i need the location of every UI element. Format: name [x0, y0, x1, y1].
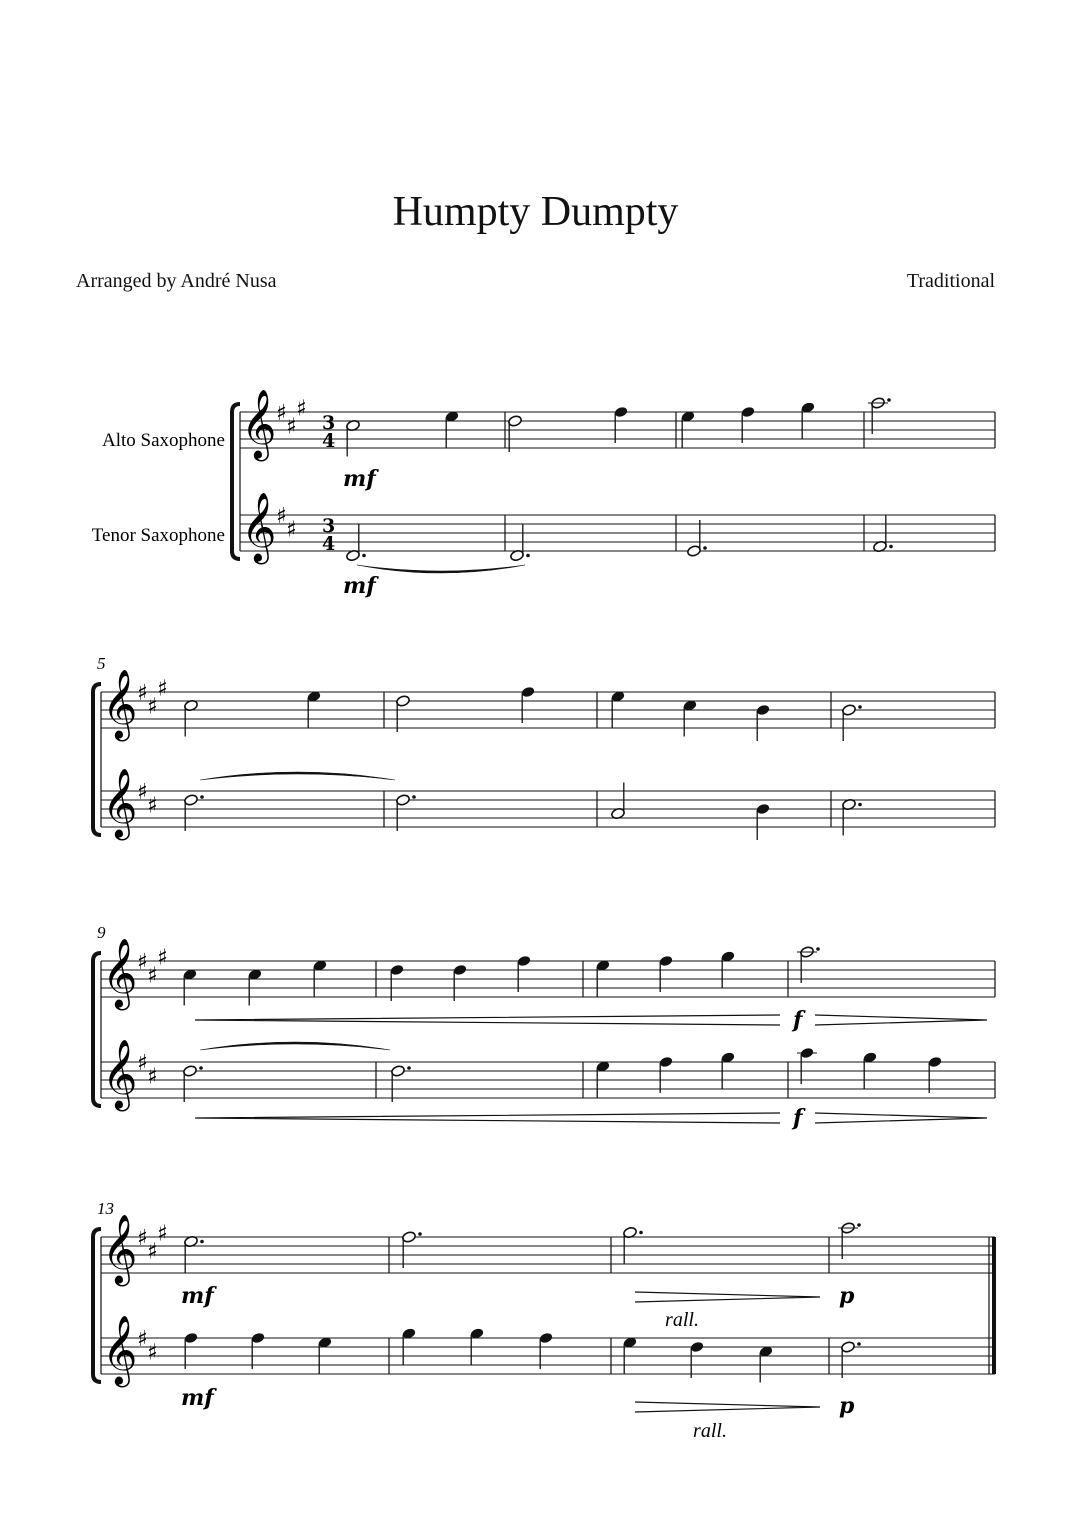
key-signature-sharp: ♯ [147, 1064, 158, 1090]
dynamic-mf: mf [181, 1283, 214, 1309]
key-signature-sharp: ♯ [276, 401, 287, 426]
note [346, 419, 361, 456]
note [517, 955, 532, 992]
note [690, 1341, 705, 1378]
tenor-notes [346, 516, 893, 562]
instrument-label-tenor: Tenor Saxophone [91, 525, 225, 546]
note [596, 959, 611, 996]
note [184, 699, 199, 736]
key-signature-sharp: ♯ [137, 950, 148, 975]
measure-number: 9 [97, 923, 106, 942]
note [801, 401, 816, 438]
note [873, 516, 893, 553]
note [508, 415, 523, 452]
dot [199, 1066, 203, 1070]
key-signature-sharp: ♯ [147, 793, 158, 819]
note [248, 968, 263, 1005]
note [868, 397, 891, 434]
note [318, 1336, 333, 1373]
expression-marks [181, 466, 987, 1442]
note [313, 959, 328, 996]
tie [200, 1042, 390, 1050]
note [841, 1341, 861, 1378]
dynamic-mf: mf [343, 466, 376, 492]
key-signature-sharp: ♯ [157, 1221, 168, 1247]
key-signature-sharp: ♯ [147, 1340, 158, 1366]
key-signature-sharp: ♯ [296, 396, 307, 422]
note [797, 1047, 817, 1084]
system-2 [93, 654, 995, 840]
system-bracket [232, 404, 240, 559]
tenor-staff [101, 1062, 995, 1098]
key-signature-sharp: ♯ [276, 504, 287, 529]
note [391, 1065, 411, 1102]
dot [858, 803, 862, 807]
note [445, 410, 460, 447]
note [470, 1327, 485, 1364]
rallentando-text: rall. [693, 1420, 727, 1442]
decrescendo-hairpin [815, 1113, 987, 1123]
note [346, 525, 366, 562]
dot [418, 1232, 422, 1236]
crescendo-hairpin [195, 1015, 780, 1025]
note [251, 1332, 266, 1369]
note [614, 406, 629, 443]
decrescendo-hairpin [635, 1292, 820, 1302]
key-signature-sharp: ♯ [157, 676, 168, 702]
note [510, 525, 530, 562]
note [681, 410, 696, 447]
dot [639, 1231, 643, 1235]
note [307, 690, 322, 727]
dot [816, 947, 820, 951]
note [396, 695, 411, 732]
note [928, 1056, 943, 1093]
note [741, 406, 756, 443]
note [623, 1226, 643, 1263]
key-signature-sharp: ♯ [286, 414, 297, 440]
dot [889, 545, 893, 549]
composer-credit: Traditional [906, 270, 995, 292]
key-signature-sharp: ♯ [157, 945, 168, 971]
note [184, 1235, 204, 1272]
score-title: Humpty Dumpty [392, 189, 679, 235]
tie [357, 565, 525, 573]
key-signature-sharp: ♯ [137, 1226, 148, 1251]
measure-number: 13 [97, 1199, 114, 1218]
decrescendo-hairpin [635, 1402, 820, 1412]
crescendo-hairpin [195, 1113, 780, 1123]
alto-notes [184, 686, 862, 741]
note [721, 950, 736, 987]
key-signature-sharp: ♯ [147, 694, 158, 720]
note [759, 1345, 774, 1382]
note [842, 704, 862, 741]
note [611, 783, 626, 820]
tenor-staff [101, 791, 995, 827]
note [721, 1051, 736, 1088]
dot [703, 546, 707, 550]
decrescendo-hairpin [815, 1015, 987, 1025]
note [390, 964, 405, 1001]
note [453, 964, 468, 1001]
dot [200, 1240, 204, 1244]
note [402, 1231, 422, 1268]
note [842, 798, 862, 835]
time-signature-numerator: 3 [322, 412, 336, 434]
alto-staff [101, 692, 995, 728]
time-signature-numerator: 3 [322, 515, 336, 537]
system-1 [92, 430, 225, 546]
note [756, 704, 771, 741]
treble-clef: 𝄞 [102, 768, 138, 838]
alto-staff [101, 1237, 995, 1273]
time-signature-denominator: 4 [322, 533, 336, 555]
dot [412, 795, 416, 799]
final-barline [992, 1237, 996, 1374]
key-signature-sharp: ♯ [137, 1051, 148, 1076]
tenor-staff [101, 1338, 995, 1374]
note [521, 686, 536, 723]
system-bracket [93, 684, 101, 835]
note [183, 1065, 203, 1102]
tenor-notes [183, 1047, 943, 1102]
system-bracket [93, 1229, 101, 1382]
key-signature-sharp: ♯ [147, 1239, 158, 1265]
dynamic-f: f [793, 1007, 803, 1033]
dot [362, 554, 366, 558]
arranger-credit: Arranged by André Nusa [76, 270, 277, 292]
dot [887, 398, 891, 402]
dot [526, 554, 530, 558]
measure-number: 5 [97, 654, 106, 673]
note [184, 794, 204, 831]
note [402, 1327, 417, 1364]
treble-clef: 𝄞 [102, 938, 138, 1008]
dynamic-mf: mf [343, 573, 376, 599]
dot [407, 1066, 411, 1070]
note [183, 968, 198, 1005]
note [611, 690, 626, 727]
rallentando-text: rall. [665, 1309, 699, 1331]
note [396, 794, 416, 831]
alto-notes [184, 1222, 861, 1273]
note [623, 1336, 638, 1373]
dynamic-mf: mf [181, 1385, 214, 1411]
note [863, 1051, 878, 1088]
note [596, 1060, 611, 1097]
dynamic-p: p [839, 1283, 855, 1309]
dot [200, 795, 204, 799]
note [659, 1056, 674, 1093]
key-signature-sharp: ♯ [286, 517, 297, 543]
system-bracket [93, 953, 101, 1106]
note [756, 803, 771, 840]
dot [857, 1223, 861, 1227]
tie [200, 772, 395, 780]
treble-clef: 𝄞 [241, 492, 277, 562]
note [838, 1222, 861, 1259]
note [659, 955, 674, 992]
key-signature-sharp: ♯ [137, 681, 148, 706]
note [687, 520, 707, 557]
treble-clef: 𝄞 [241, 389, 277, 459]
note [683, 699, 698, 736]
dot [858, 705, 862, 709]
note [797, 946, 820, 983]
treble-clef: 𝄞 [102, 1315, 138, 1385]
time-signature-denominator: 4 [322, 430, 336, 452]
system-4 [93, 1199, 996, 1387]
treble-clef: 𝄞 [102, 1039, 138, 1109]
note [539, 1332, 554, 1369]
key-signature-sharp: ♯ [147, 963, 158, 989]
treble-clef: 𝄞 [102, 1214, 138, 1284]
dot [857, 1342, 861, 1346]
key-signature-sharp: ♯ [137, 780, 148, 805]
instrument-label-alto: Alto Saxophone [102, 430, 225, 451]
dynamic-p: p [839, 1393, 855, 1419]
note [184, 1332, 199, 1369]
dynamic-f: f [793, 1105, 803, 1131]
treble-clef: 𝄞 [102, 669, 138, 739]
key-signature-sharp: ♯ [137, 1327, 148, 1352]
alto-staff [101, 961, 995, 997]
